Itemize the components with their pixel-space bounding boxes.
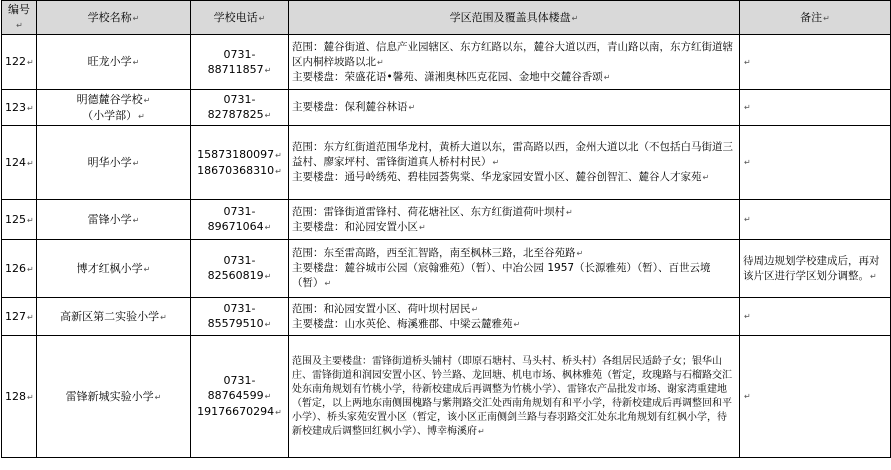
row-note: ↵ xyxy=(740,336,891,458)
district-scope xyxy=(289,336,740,458)
scope-line: 范围：麓谷街道、信息产业园辖区、东方红路以东，麓谷大道以西，青山路以南，东方红街道辖区内桐梓坡路以北↵ xyxy=(292,40,733,68)
school-name: 雷锋小学↵ xyxy=(37,200,191,240)
district-scope xyxy=(289,126,740,200)
scope-line: 范围：东至雷高路，西至汇智路，南至枫林三路，北至谷苑路↵ xyxy=(292,247,584,259)
school-phone: 0731-85579510↵ xyxy=(191,298,289,336)
row-id: 128↵ xyxy=(2,336,37,458)
row-note: ↵ xyxy=(740,298,891,336)
school-phone: 0731-89671064↵ xyxy=(191,200,289,240)
row-note: ↵ xyxy=(740,35,891,90)
school-phone: 0731-88711857↵ xyxy=(191,35,289,90)
school-phone-line: 19176670294↵ xyxy=(197,405,282,418)
scope-line: 主要楼盘：保利麓谷林语↵ xyxy=(292,101,416,113)
school-name xyxy=(37,90,191,126)
scope-line: 主要楼盘：和沁园安置小区↵ xyxy=(292,220,426,233)
header-school-name: 学校名称↵ xyxy=(37,1,191,35)
header-notes: 备注↵ xyxy=(740,1,891,35)
header-row xyxy=(2,1,891,35)
table-header xyxy=(2,1,891,35)
school-phone: 0731-82560819↵ xyxy=(191,240,289,298)
district-scope xyxy=(289,200,740,240)
row-note: ↵ xyxy=(740,126,891,200)
school-name: 高新区第二实验小学↵ xyxy=(37,298,191,336)
school-name: 旺龙小学↵ xyxy=(37,35,191,90)
table-row xyxy=(2,336,891,458)
school-phone xyxy=(191,336,289,458)
table-row xyxy=(2,240,891,298)
school-district-table xyxy=(1,0,891,458)
school-name-line: 明德麓谷学校↵ xyxy=(76,92,151,106)
school-phone-line: 18670368310↵ xyxy=(197,163,282,177)
scope-line: 主要楼盘：通号岭绣苑、碧桂园荟隽棠、华龙家园安置小区、麓谷创智汇、麓谷人才家苑↵ xyxy=(292,171,710,183)
scope-line: 范围及主要楼盘：雷锋街道桥头铺村（即原石塘村、马头村、桥头村）各组居民适龄子女；银华山庄、雷锋街道和润园安置小区、钤兰路、龙回塘、机电市场、枫林雅苑（暂定，玫瑰路与石榴路交汇处东南角规划有竹桃小学，待新校建成后再调整为竹桃小学）、雷锋农产品批发市场、谢家湾重建地（暂定，以上两地东南侧围槐路与紫荆路交汇处西南角规划有和平小学，待新校建成后再调整回和平小学）、桥头家苑安置小区（暂定，该小区正南侧剑兰路与春羽路交汇处东北角规划有红枫小学，待新校建成后调整回红枫小学）、博幸梅溪府↵ xyxy=(292,355,732,437)
scope-line: 范围：东方红街道范围华龙村，黄桥大道以东，雷高路以西，金州大道以北（不包括白马街道三益村、廖家坪村、雷锋街道真人桥村村民）↵ xyxy=(292,141,733,168)
table-row xyxy=(2,126,891,200)
scope-line: 范围：雷锋街道雷锋村、荷花塘社区、东方红街道荷叶坝村↵ xyxy=(292,205,573,218)
table-row xyxy=(2,35,891,90)
district-scope xyxy=(289,298,740,336)
school-phone: 0731-82787825↵ xyxy=(191,90,289,126)
school-phone-line: 15873180097↵ xyxy=(197,147,282,161)
district-scope xyxy=(289,90,740,126)
school-name-line: （小学部）↵ xyxy=(82,108,145,122)
scope-line: 主要楼盘：山水英伦、梅溪雅郡、中梁云麓雅苑↵ xyxy=(292,317,521,330)
school-name: 明华小学↵ xyxy=(37,126,191,200)
table-row xyxy=(2,90,891,126)
row-id: 126↵ xyxy=(2,240,37,298)
scope-line: 范围：和沁园安置小区、荷叶坝村居民↵ xyxy=(292,302,479,315)
school-name: 博才红枫小学↵ xyxy=(37,240,191,298)
table-row xyxy=(2,200,891,240)
header-id: 编号↵ xyxy=(2,1,37,35)
row-id: 122↵ xyxy=(2,35,37,90)
table-row xyxy=(2,298,891,336)
row-note: ↵ xyxy=(740,200,891,240)
row-note: 待周边规划学校建成后，再对该片区进行学区划分调整。↵ xyxy=(740,240,891,298)
school-name: 雷锋新城实验小学↵ xyxy=(37,336,191,458)
table-body xyxy=(2,35,891,458)
school-phone xyxy=(191,126,289,200)
district-scope xyxy=(289,35,740,90)
district-scope xyxy=(289,240,740,298)
row-id: 127↵ xyxy=(2,298,37,336)
row-id: 125↵ xyxy=(2,200,37,240)
header-district-scope: 学区范围及覆盖具体楼盘↵ xyxy=(289,1,740,35)
scope-line: 主要楼盘：麓谷城市公园（宸翰雅苑）（暂）、中冶公园 1957（长源雅苑）（暂）、百世云境（暂）↵ xyxy=(292,262,711,289)
row-note: ↵ xyxy=(740,90,891,126)
row-id: 123↵ xyxy=(2,90,37,126)
header-school-phone: 学校电话↵ xyxy=(191,1,289,35)
school-phone-line: 0731-88764599↵ xyxy=(207,374,272,402)
scope-line: 主要楼盘：荣盛花语•馨苑、潇湘奥林匹克花园、金地中交麓谷香颂↵ xyxy=(292,70,611,83)
row-id: 124↵ xyxy=(2,126,37,200)
